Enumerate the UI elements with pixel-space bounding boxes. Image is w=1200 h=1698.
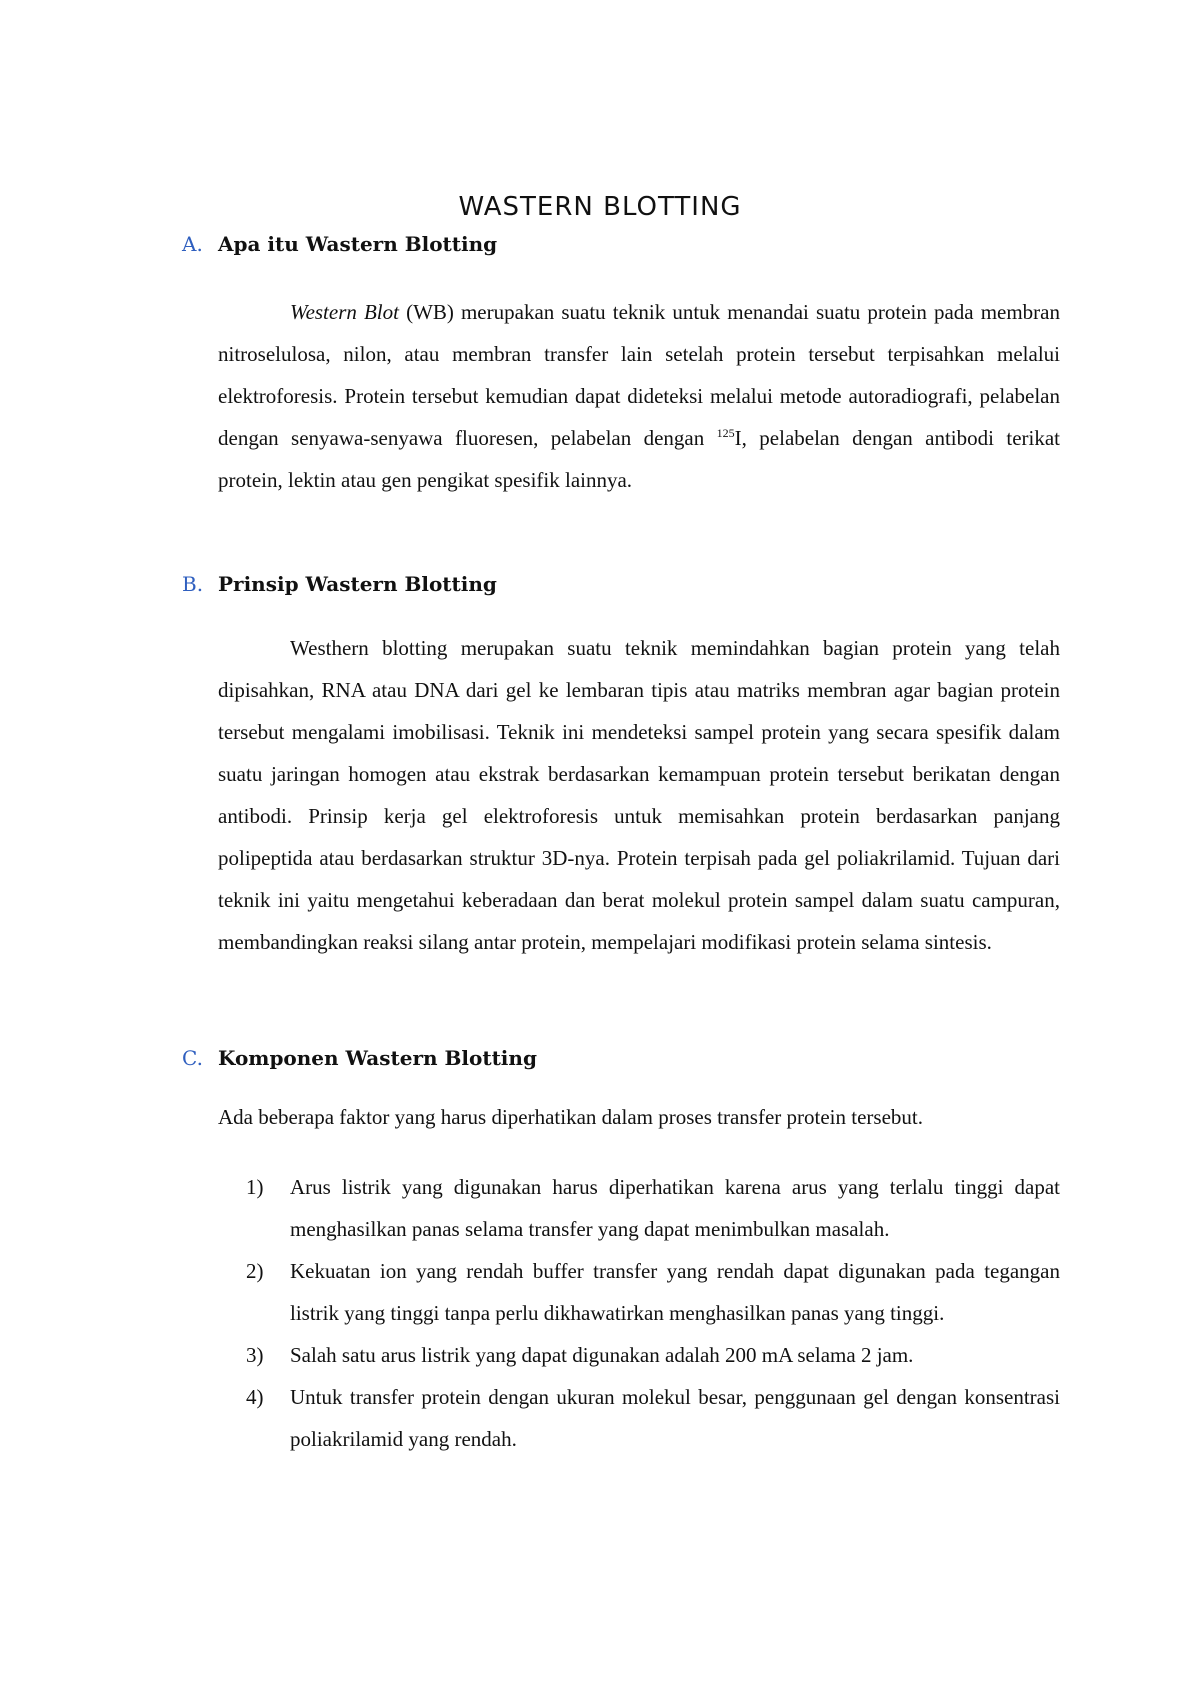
section-b-title: Prinsip Wastern Blotting [218,572,497,596]
document-title: WASTERN BLOTTING [458,192,742,222]
section-c-letter: C. [182,1046,203,1070]
list-item [218,1166,1060,1250]
list-item-number: 2) [246,1259,264,1283]
section-c-intro: Ada beberapa faktor yang harus diperhatikan dalam proses transfer protein tersebut. [218,1105,923,1129]
section-a-title: Apa itu Wastern Blotting [218,232,498,256]
list-item-text: Untuk transfer protein dengan ukuran molekul besar, penggunaan gel dengan konsentrasi poliakrilamid yang rendah. [290,1385,1060,1451]
section-b-letter: B. [182,572,204,596]
section-a-heading [182,232,497,256]
list-item-text: Salah satu arus listrik yang dapat digunakan adalah 200 mA selama 2 jam. [290,1343,914,1367]
list-item-text: Arus listrik yang digunakan harus diperhatikan karena arus yang terlalu tinggi dapat menghasilkan panas selama transfer yang dapat menimbulkan masalah. [290,1175,1060,1241]
section-a-paragraph [218,291,1060,501]
list-item-number: 3) [246,1343,264,1367]
section-b-paragraph: Westhern blotting merupakan suatu teknik memindahkan bagian protein yang telah dipisahkan, RNA atau DNA dari gel ke lembaran tipis atau matriks membran agar bagian protein tersebut mengalami imobilisasi. Teknik ini mendeteksi sampel protein yang secara spesifik dalam suatu jaringan homogen atau ekstrak berdasarkan kemampuan protein tersebut berikatan dengan antibodi. Prinsip kerja gel elektroforesis untuk memisahkan protein berdasarkan panjang polipeptida atau berdasarkan struktur 3D-nya. Protein terpisah pada gel poliakrilamid. Tujuan dari teknik ini yaitu mengetahui keberadaan dan berat molekul protein sampel dalam suatu campuran, membandingkan reaksi silang antar protein, mempelajari modifikasi protein selama sintesis. [218,636,1060,954]
section-c-title: Komponen Wastern Blotting [218,1046,537,1070]
section-c-heading [182,1046,537,1070]
section-b-heading [182,572,497,596]
isotope-superscript: 125 [716,426,735,440]
list-item-number: 4) [246,1385,264,1409]
list-item-text: Kekuatan ion yang rendah buffer transfer yang rendah dapat digunakan pada tegangan listrik yang tinggi tanpa perlu dikhawatirkan menghasilkan panas yang tinggi. [290,1259,1060,1325]
list-item [218,1376,1060,1460]
list-item [218,1250,1060,1334]
factor-list [218,1166,1060,1460]
section-a-letter: A. [182,232,203,256]
section-a-text-1: (WB) merupakan suatu teknik untuk menandai suatu protein pada membran nitroselulosa, nilon, atau membran transfer lain setelah protein tersebut terpisahkan melalui elektroforesis. Protein tersebut kemudian dapat dideteksi melalui metode autoradiografi, pelabelan dengan senyawa-senyawa fluoresen, pelabelan dengan [218,300,1060,450]
section-a-text-2: I, pelabelan dengan antibodi terikat protein, lektin atau gen pengikat spesifik lainnya. [218,426,1060,492]
list-item-number: 1) [246,1175,264,1199]
western-blot-term: Western Blot [290,300,399,324]
list-item [218,1334,1060,1376]
